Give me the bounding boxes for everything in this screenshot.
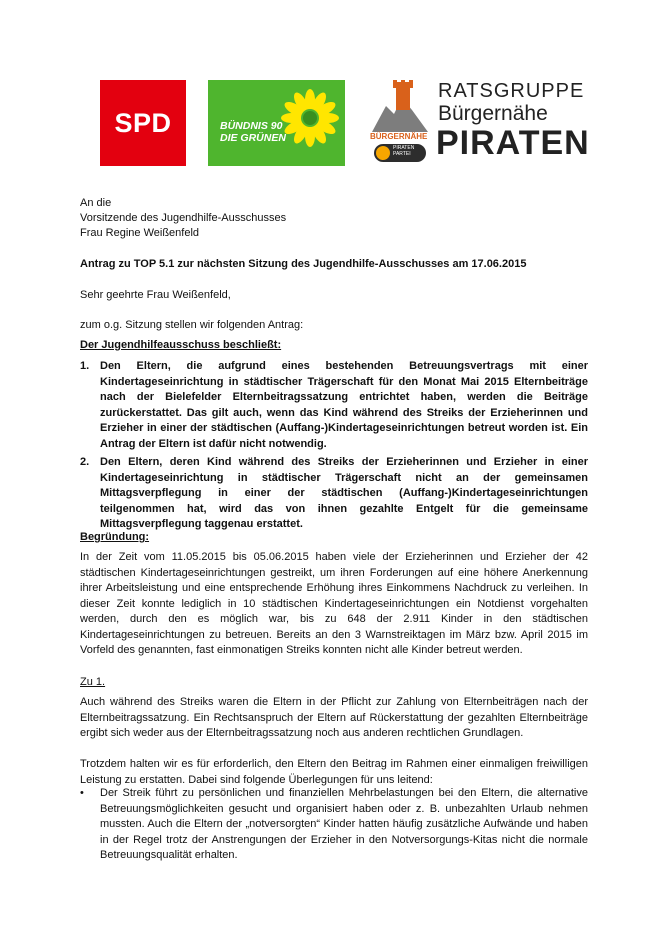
reason-heading: Begründung: [80, 531, 150, 543]
resolution-number: 1. [80, 360, 90, 372]
salutation: Sehr geehrte Frau Weißenfeld, [80, 289, 231, 301]
resolution-text: Den Eltern, deren Kind während des Streiks der Erzieherinnen und Erzieher in einer Kindertageseinrichtung in städtischer Trägerschaft nicht an der gemeinsamen Mittagsverpflegung in einer der städtischen (Auffang-)Kindertageseinrichtungen teilgenommen hat, wird das von ihnen gezahlte Entgelt für die gemeinsame Mittagsverpflegung taggenau erstattet. [100, 456, 588, 530]
intro-text: zum o.g. Sitzung stellen wir folgenden Antrag: [80, 319, 304, 331]
spd-logo-text: SPD [114, 107, 172, 138]
bullet-text: Der Streik führt zu persönlichen und finanziellen Mehrbelastungen bei den Eltern, die alternative Betreuungsmöglichkeiten gesucht und organisiert haben oder z. B. unbezahlten Urlaub nehmen mussten. Auch die Eltern der „notversorgten“ Kinder hatten häufig zusätzliche Aufwände und haben in der Regel trotz der Anstrengungen der Erzieher in den Notversorgungs-Kitas nicht die normale Betreuungsqualität erhalten. [100, 787, 588, 861]
address-line-1: An die [80, 197, 112, 209]
logo-row [100, 80, 590, 166]
resolution-text: Den Eltern, die aufgrund eines bestehenden Betreuungsvertrags mit einer Kindertageseinrichtung in städtischer Trägerschaft für den Monat Mai 2015 Elternbeiträge nach der Bielefelder Elternbeitragssatzung entrichtet haben, werden die Beiträge zurückerstattet. Das gilt auch, wenn das Kind während des Streiks der Erzieherinnen und Erzieher in einer der städtischen (Auffang-)Kindertageseinrichtungen betreut worden ist. Ein Antrag der Eltern ist dafür nicht notwendig. [100, 360, 588, 450]
zu1-paragraph-2: Trotzdem halten wir es für erforderlich, den Eltern den Beitrag im Rahmen einer einmaligen freiwilligen Leistung zu erstatten. Dabei sind folgende Überlegungen für uns leitend: [80, 758, 588, 786]
buergernaehe-title: Bürgernähe [438, 102, 548, 125]
address-line-2: Vorsitzende des Jugendhilfe-Ausschusses [80, 212, 287, 224]
mountain-castle-icon [372, 80, 428, 132]
gruene-logo-line2: DIE GRÜNEN [220, 132, 286, 144]
resolution-heading: Der Jugendhilfeausschuss beschließt: [80, 339, 282, 351]
zu1-heading: Zu 1. [80, 676, 106, 688]
piratenpartei-badge-label: PIRATEN PARTEI [393, 145, 415, 157]
address-line-3: Frau Regine Weißenfeld [80, 227, 200, 239]
gruene-logo [208, 80, 345, 166]
buergernaehe-small-label: BÜRGERNÄHE [370, 132, 428, 141]
bullet-symbol: • [80, 787, 84, 799]
gruene-logo-line1: BÜNDNIS 90 [220, 120, 283, 132]
subject-line: Antrag zu TOP 5.1 zur nächsten Sitzung des Jugendhilfe-Ausschusses am 17.06.2015 [80, 258, 527, 270]
piratenpartei-badge [374, 144, 426, 162]
piraten-sail-icon [376, 146, 390, 160]
ratsgruppe-title: RATSGRUPPE [438, 80, 585, 102]
piraten-title: PIRATEN [436, 124, 590, 162]
sunflower-icon [280, 88, 340, 158]
resolution-number: 2. [80, 456, 90, 468]
ratsgruppe-logo [370, 80, 590, 166]
reason-paragraph: In der Zeit vom 11.05.2015 bis 05.06.2015 haben viele der Erzieherinnen und Erzieher der 42 städtischen Kindertageseinrichtungen gestreikt, um ihren Forderungen auf eine höhere Anerkennung ihrer Arbeitsleistung und eine entsprechende Erhöhung ihres Einkommens Nachdruck zu verleihen. In dieser Zeit konnte lediglich in 10 städtischen Kindertageseinrichtungen ein Notdienst vorgehalten werden, durch den es möglich war, bis zu 648 der 2.911 Kinder in den städtischen Kindertageseinrichtungen zu betreuen. Bereits an den 3 Warnstreiktagen im März bzw. April 2015 im Vorfeld des genannten, fast einmonatigen Streiks konnten nicht alle Kinder betreut werden. [80, 551, 588, 656]
zu1-paragraph-1: Auch während des Streiks waren die Eltern in der Pflicht zur Zahlung von Elternbeiträgen nach der Elternbeitragssatzung. Ein Rechtsanspruch der Eltern auf Rückerstattung der gezahlten Elternbeiträge ergibt sich weder aus der Elternbeitragssatzung noch aus anderen rechtlichen Grundlagen. [80, 696, 588, 739]
spd-logo [100, 80, 186, 166]
